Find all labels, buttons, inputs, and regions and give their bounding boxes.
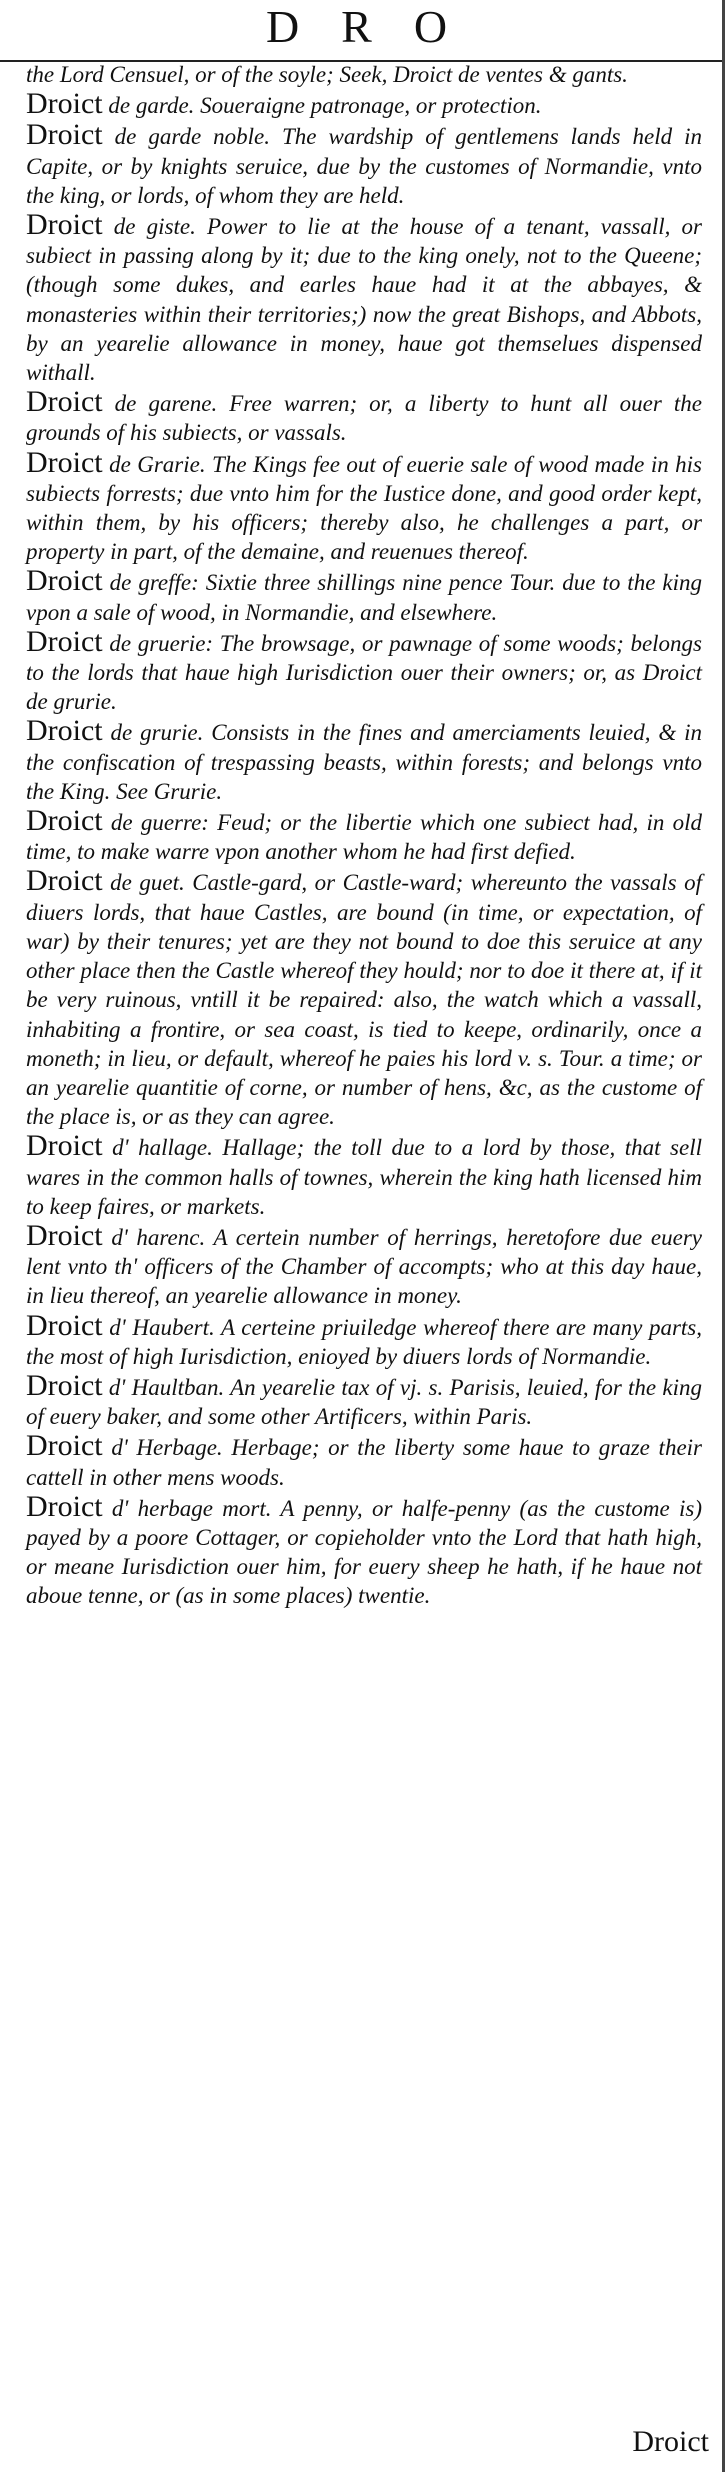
- definition: d' Haultban. An yearelie tax of vj. s. Parisis, leuied, for the king of euery baker, and some other Artificers, within Paris.: [26, 1374, 702, 1430]
- definition: de grurie. Consists in the fines and amerciaments leuied, & in the confiscation of trespassing beasts, within forests; and belongs vnto the King. See Grurie.: [26, 720, 702, 804]
- definition: de garde. Soueraigne patronage, or protection.: [102, 93, 542, 119]
- entry: [26, 716, 702, 806]
- catchword: Droict: [632, 2425, 709, 2458]
- definition: de guet. Castle-gard, or Castle-ward; whereunto the vassals of diuers lords, that haue Castles, are bound (in time, or expectation, of war) by their tenures; yet are they not bound to doe this seruice at any other place then the Castle whereof they hould; nor to doe it there at, if it be very ruinous, vntill it be repaired: also, the watch which a vassall, inhabiting a frontire, or sea coast, is tied to keepe, ordinarily, once a moneth; in lieu, or default, whereof he paies his lord v. s. Tour. a time; or an yearelie quantitie of corne, or number of hens, &c, as the custome of the place is, or as they can agree.: [26, 870, 702, 1130]
- headword: Droict: [26, 864, 103, 898]
- headword: Droict: [26, 1218, 103, 1252]
- entry: [26, 1368, 702, 1431]
- definition: de Grarie. The Kings fee out of euerie sale of wood made in his subiects forrests; due vnto him for the Iustice done, and good order kept, within them, by his officers; thereby also, he challenges a part, or property in part, of the demaine, and reuenues thereof.: [26, 451, 702, 565]
- definition: de garene. Free warren; or, a liberty to hunt all ouer the grounds of his subiects, or vassals.: [26, 391, 702, 446]
- definition: d' Herbage. Herbage; or the liberty some haue to graze their cattell in other mens woods.: [26, 1435, 702, 1490]
- headword: Droict: [26, 1368, 103, 1402]
- entry: [26, 1308, 702, 1371]
- headword: Droict: [26, 445, 103, 479]
- entry: [26, 1218, 702, 1311]
- entry: [26, 806, 702, 866]
- running-head: DRO: [265, 1, 490, 52]
- definition: de greffe: Sixtie three shillings nine pence Tour. due to the king vpon a sale of wood, in Normandie, and elsewhere.: [26, 570, 702, 625]
- entry: [26, 89, 702, 120]
- entry: [26, 387, 702, 447]
- headword: Droict: [26, 87, 103, 121]
- headword: Droict: [26, 1489, 103, 1523]
- headword: Droict: [26, 385, 103, 419]
- definition: de garde noble. The wardship of gentlemens lands held in Capite, or by knights seruice, due by the customes of Normandie, vnto the king, or lords, of whom they are held.: [26, 124, 702, 208]
- headword: Droict: [26, 1129, 103, 1163]
- headword: Droict: [26, 564, 103, 598]
- headword: Droict: [26, 624, 103, 658]
- headword: Droict: [26, 208, 103, 242]
- entry: [26, 866, 702, 1131]
- entry: [26, 1489, 702, 1611]
- headword: Droict: [26, 118, 103, 152]
- entry: [26, 210, 702, 387]
- definition: d' harenc. A certein number of herrings, heretofore due euery lent vnto th' officers of the Chamber of accompts; who at this day haue, in lieu thereof, an yearelie allowance in money.: [26, 1224, 702, 1309]
- definition: d' Haubert. A certeine priuiledge whereof there are many parts, the most of high Iurisdiction, enioyed by diuers lords of Normandie.: [26, 1314, 702, 1369]
- definition: d' herbage mort. A penny, or halfe-penny (as the custome is) payed by a poore Cottager, or copieholder vnto the Lord that hath high, or meane Iurisdiction ouer him, for euery sheep he hath, if he haue not aboue tenne, or (as in some places) twentie.: [26, 1495, 702, 1609]
- entry: [26, 1431, 702, 1491]
- headword: Droict: [26, 714, 103, 748]
- definition: d' hallage. Hallage; the toll due to a lord by those, that sell wares in the common halls of townes, wherein the king hath licensed him to keep faires, or markets.: [26, 1135, 702, 1219]
- headword: Droict: [26, 1308, 103, 1342]
- entries-list: [26, 60, 702, 1611]
- definition: de giste. Power to lie at the house of a tenant, vassall, or subiect in passing along by it; due to the king onely, not to the Queene; (though some dukes, and earles haue had it at the abbayes, & monasteries within their territories;) now the great Bishops, and Abbots, by an yearelie allowance in money, haue got themselues dispensed withall.: [26, 214, 702, 386]
- entry-continuation: the Lord Censuel, or of the soyle; Seek, Droict de ventes & gants.: [26, 62, 628, 87]
- entry: [26, 624, 702, 717]
- entry: [26, 1131, 702, 1221]
- entry: [26, 445, 702, 567]
- headword: Droict: [26, 804, 103, 838]
- entry: [26, 566, 702, 626]
- entry: [26, 120, 702, 210]
- definition: de guerre: Feud; or the libertie which one subiect had, in old time, to make warre vpon another whom he had first defied.: [26, 810, 702, 865]
- headword: Droict: [26, 1429, 103, 1463]
- definition: de gruerie: The browsage, or pawnage of some woods; belongs to the lords that haue high Iurisdiction ouer their owners; or, as Droict de grurie.: [26, 630, 702, 715]
